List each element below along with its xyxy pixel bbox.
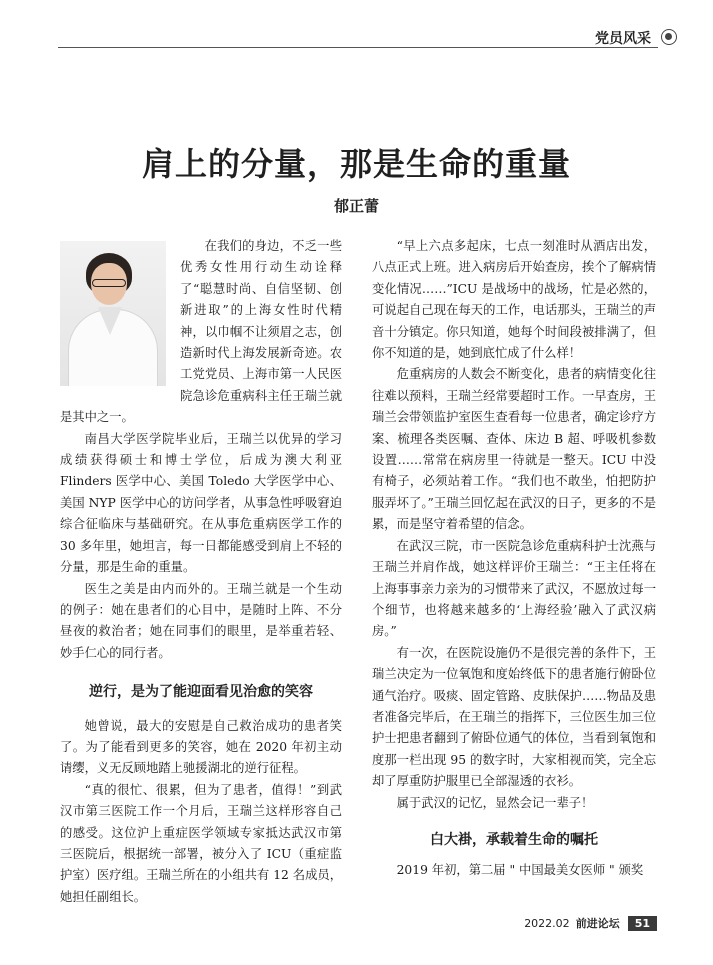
page-footer: [524, 915, 657, 931]
paragraph: 她曾说，最大的安慰是自己救治成功的患者笑了。为了能看到更多的笑容，她在 2020 年初主动请缨，义无反顾地踏上驰援湖北的逆行征程。: [60, 718, 342, 776]
paragraph: 医生之美是由内而外的。王瑞兰就是一个生动的例子：她在患者们的心目中，是随时上阵、不分昼夜的救治者；她在同事们的眼里，是举重若轻、妙手仁心的同行者。: [60, 581, 342, 660]
subheading: 白大褂，承载着生命的嘱托: [430, 831, 598, 848]
author-portrait-photo: [60, 241, 166, 386]
left-column: [60, 236, 342, 908]
article-author: 郁正蕾: [333, 197, 379, 215]
article-title: 肩上的分量，那是生命的重量: [141, 145, 571, 183]
page-number: 51: [628, 916, 657, 931]
paragraph: 2019 年初，第二届 " 中国最美女医师 " 颁奖: [396, 863, 644, 878]
circle-arrow-icon: [661, 29, 677, 45]
paragraph: 南昌大学医学院毕业后，王瑞兰以优异的学习成绩获得硕士和博士学位，后成为澳大利亚 Flinders 医学中心、美国 Toledo 大学医学中心、美国 NYP 医学中心的访问学者，从事急性呼吸窘迫综合征临床与基础研究。在从事危重病医学工作的 30 多年里，她坦言，每一日都能感受到肩上不轻的分量，那是生命的重量。: [60, 431, 342, 575]
subheading: 逆行，是为了能迎面看见治愈的笑容: [89, 684, 313, 701]
paragraph: 危重病房的人数会不断变化，患者的病情变化往往难以预料，王瑞兰经常要超时工作。一早查房，王瑞兰会带领监护室医生查看每一位患者，确定诊疗方案、梳理各类医嘱、查体、床边 B 超、呼吸机参数设置……常常在病房里一待就是一整天。ICU 中没有椅子，必须站着工作。“我们也不敢坐，怕把防护服弄坏了。”王瑞兰回忆起在武汉的日子，更多的不是累，而是坚守着希望的信念。: [372, 367, 656, 532]
header-divider: [58, 47, 658, 48]
paragraph: 属于武汉的记忆，显然会记一辈子！: [396, 795, 594, 810]
paragraph: 在武汉三院，市一医院急诊危重病科护士沈燕与王瑞兰并肩作战，她这样评价王瑞兰：“王主任将在上海事事亲力亲为的习惯带来了武汉，不愿放过每一个细节，也将越来越多的‘上海经验’融入了武汉病房。”: [372, 538, 656, 639]
paragraph: “真的很忙、很累，但为了患者，值得！”到武汉市第三医院工作一个月后，王瑞兰这样形容自己的感受。这位沪上重症医学领域专家抵达武汉市第三医院后，根据统一部署，被分入了 ICU（重症监护室）医疗组。王瑞兰所在的小组共有 12 名成员，她担任副组长。: [60, 782, 342, 904]
issue-number: 2022.02: [524, 916, 570, 930]
paragraph: 有一次，在医院设施仍不是很完善的条件下，王瑞兰决定为一位氧饱和度始终低下的患者施行俯卧位通气治疗。吸痰、固定管路、皮肤保护……物品及患者准备完毕后，在王瑞兰的指挥下，三位医生加三位护士把患者翻到了俯卧位通气的体位，当看到氧饱和度那一栏出现 95 的数字时，大家相视而笑，完全忘却了厚重防护服里已全部湿透的衣衫。: [372, 645, 656, 789]
right-column: [372, 236, 656, 882]
paragraph: “早上六点多起床，七点一刻准时从酒店出发，八点正式上班。进入病房后开始查房，挨个了解病情变化情况……”ICU 是战场中的战场，忙是必然的，可说起自己现在每天的工作，电话那头，王瑞兰的声音十分镇定。你只知道，她每个时间段被排满了，但你不知道的是，她到底忙成了什么样！: [372, 239, 656, 361]
section-label: 党员风采: [595, 31, 651, 47]
paragraph: 在我们的身边，不乏一些优秀女性用行动生动诠释了“聪慧时尚、自信坚韧、创新进取”的上海女性时代精神，以巾帼不让须眉之志，创造新时代上海发展新奇迹。农工党党员、上海市第一人民医院急诊危重病科主任王瑞兰就是其中之一。: [60, 239, 342, 425]
magazine-name: 前进论坛: [575, 917, 620, 930]
